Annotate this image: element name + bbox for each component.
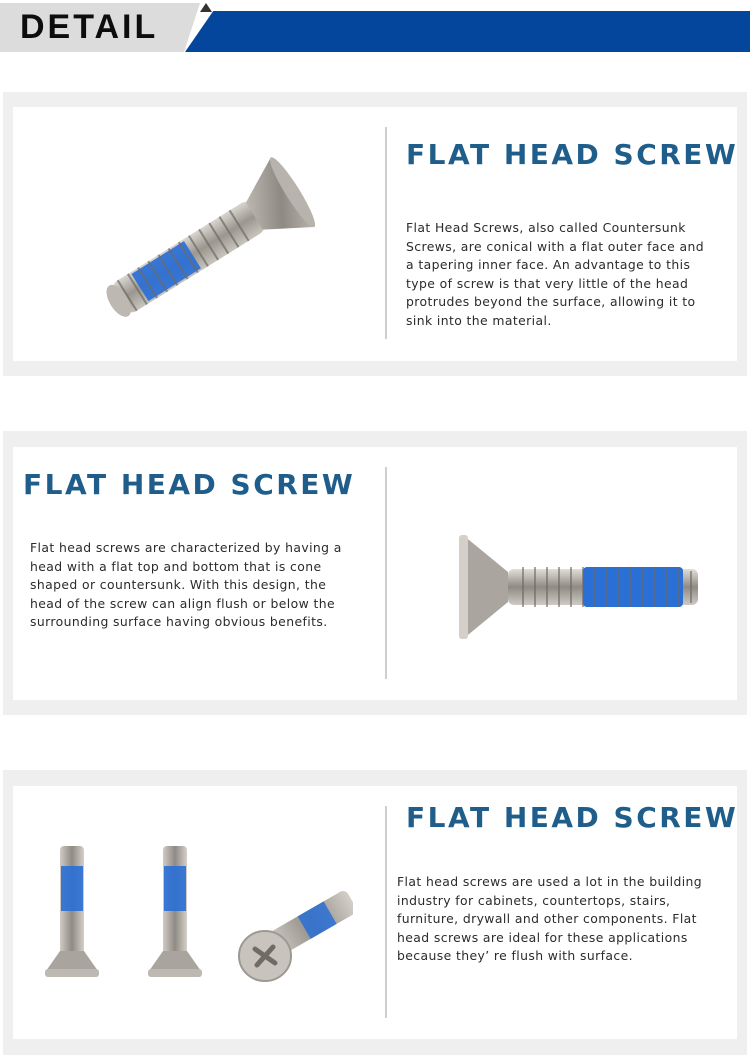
section-3 bbox=[3, 770, 747, 1055]
detail-header bbox=[0, 0, 750, 52]
section-3-card bbox=[13, 786, 737, 1039]
section-3-divider bbox=[385, 806, 387, 1018]
section-2-divider bbox=[385, 467, 387, 679]
section-1-description: Flat Head Screws, also called Countersunk Screws, are conical with a flat outer face and a tapering inner face. An advantage to this type of screw is that very little of the head protrudes beyond the surface, allowing it to sink into the material. bbox=[406, 220, 704, 328]
header-title: DETAIL bbox=[20, 8, 159, 46]
header-notch-decoration bbox=[200, 3, 212, 12]
section-2-description: Flat head screws are characterized by having a head with a flat top and bottom that is cone shaped or countersunk. With this design, the head of the screw can align flush or below the surrounding surface having obvious benefits. bbox=[30, 540, 342, 629]
section-2 bbox=[3, 431, 747, 715]
section-2-heading: FLAT HEAD SCREW bbox=[23, 468, 356, 501]
section-1-divider bbox=[385, 127, 387, 339]
three-screws-icon bbox=[43, 841, 353, 991]
screw-side-icon bbox=[453, 527, 713, 647]
section-1-card bbox=[13, 107, 737, 361]
section-3-description: Flat head screws are used a lot in the building industry for cabinets, countertops, stairs, furniture, drywall and other components. Flat head screws are ideal for these applications because they’ re flush with surface. bbox=[397, 874, 703, 963]
screw-angled-icon bbox=[73, 152, 333, 337]
section-2-screw-image bbox=[453, 527, 713, 647]
section-1-screw-image bbox=[73, 152, 333, 337]
section-3-heading: FLAT HEAD SCREW bbox=[406, 801, 739, 834]
section-2-card bbox=[13, 447, 737, 700]
section-3-screws-image bbox=[43, 841, 353, 991]
section-1-heading: FLAT HEAD SCREW bbox=[406, 138, 739, 171]
section-1 bbox=[3, 92, 747, 376]
header-blue-bar bbox=[185, 11, 750, 52]
